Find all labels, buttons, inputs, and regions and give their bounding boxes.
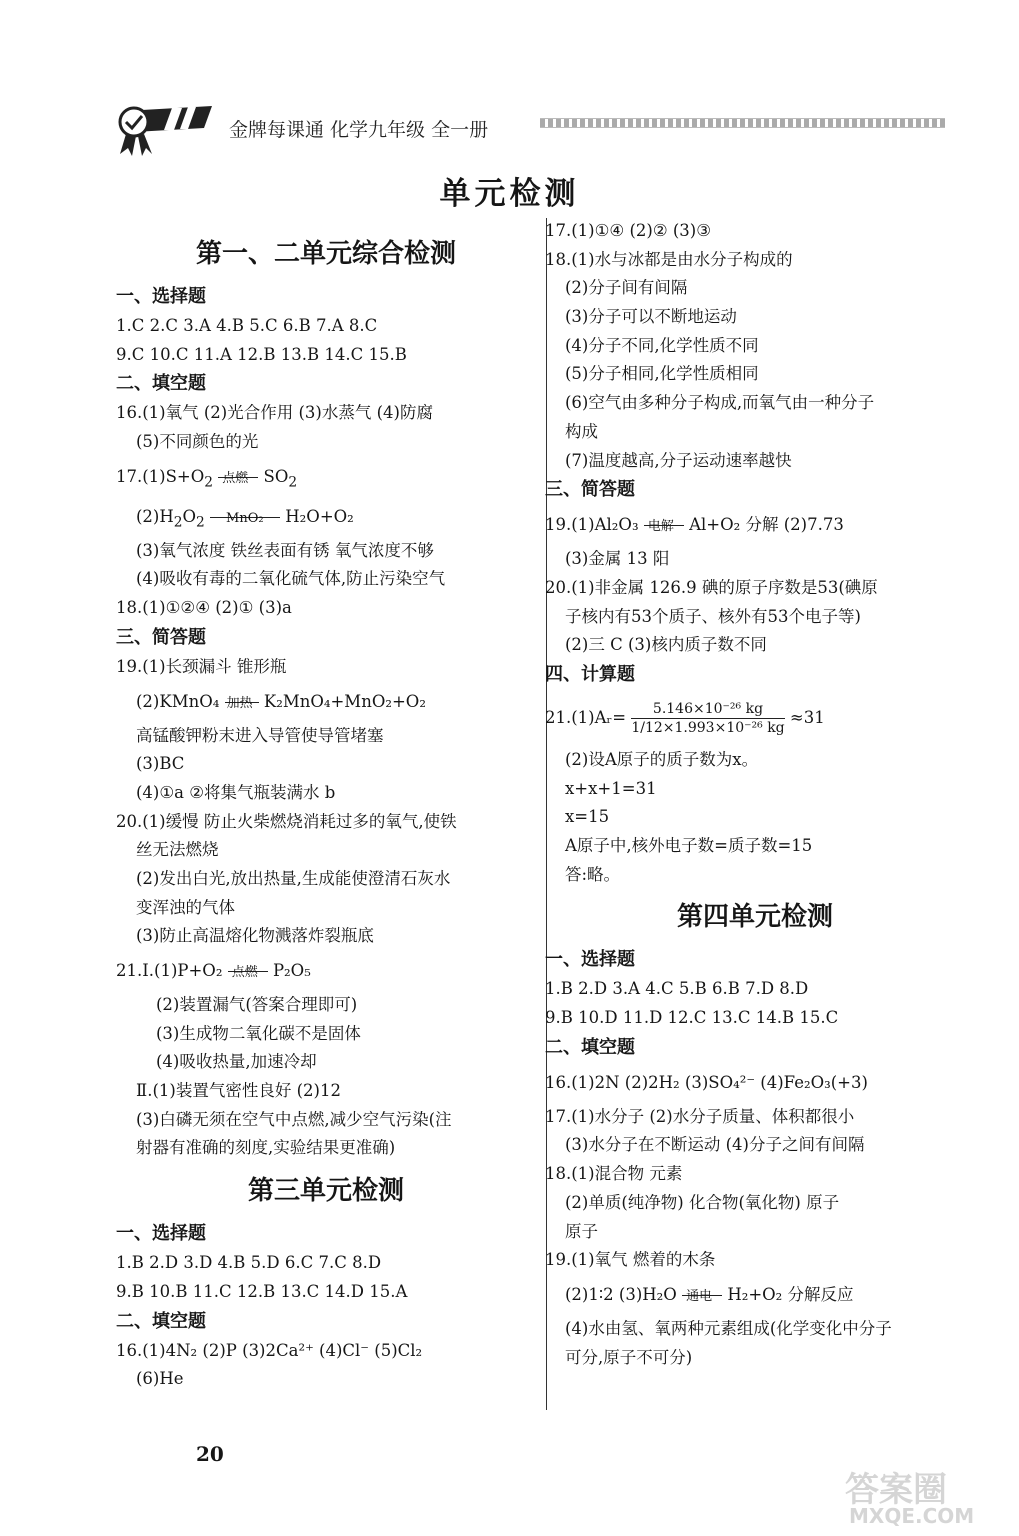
equation-line: [545, 1275, 965, 1315]
answer-line: (6)空气由多种分子构成,而氧气由一种分子: [565, 393, 875, 413]
reaction-arrow: [682, 1288, 722, 1304]
equation-right: H₂+O₂ 分解反应: [727, 1284, 854, 1304]
answer-line: (4)吸收热量,加速冷却: [156, 1052, 317, 1072]
answer-line: (3)生成物二氧化碳不是固体: [156, 1023, 361, 1043]
answer-line: 16.(1)2N (2)2H₂ (3)SO₄²⁻ (4)Fe₂O₃(+3): [545, 1072, 868, 1092]
answer-line: 17.(1)水分子 (2)水分子质量、体积都很小: [545, 1106, 855, 1126]
equation-line: $17.(1)S+O_2$ 点燃 $SO_2$: [116, 457, 536, 497]
answer-line: 丝无法燃烧: [136, 840, 219, 860]
answer-line: (4)吸收有毒的二氧化硫气体,防止污染空气: [136, 569, 446, 589]
equation-left: (2)1∶2 (3)H₂O: [565, 1284, 677, 1304]
unit-title: 第四单元检测: [676, 902, 833, 933]
equation-left: (2)H: [136, 506, 174, 526]
answer-line: 20.(1)缓慢 防止火柴燃烧消耗过多的氧气,使铁: [116, 811, 457, 831]
equation-right: K₂MnO₄+MnO₂+O₂: [263, 691, 426, 711]
answer-line: (2)装置漏气(答案合理即可): [156, 995, 358, 1014]
answer-line: 18.(1)①②④ (2)① (3)a: [116, 598, 292, 618]
formula-left: 21.(1)Aᵣ=: [545, 707, 627, 727]
unit-title: 第一、二单元综合检测: [195, 239, 456, 269]
answer-line: 可分,原子不可分): [565, 1347, 693, 1367]
equation-line: [116, 951, 536, 991]
answer-line: (4)分子不同,化学性质不同: [565, 335, 759, 355]
answer-line: 子核内有53个质子、核外有53个电子等): [565, 606, 861, 626]
reaction-arrow: [644, 519, 684, 535]
reaction-condition: MnO₂: [226, 510, 264, 526]
answer-line: (2)三 C (3)核内质子数不同: [565, 635, 767, 655]
page-header: [112, 100, 952, 160]
answer-line: 9.C 10.C 11.A 12.B 13.B 14.C 15.B: [116, 344, 407, 364]
watermark-url: MXQE.COM: [849, 1504, 975, 1528]
reaction-arrow: [210, 510, 280, 526]
equation-line: [545, 505, 965, 545]
reaction-condition: 点燃: [231, 965, 258, 980]
answer-line: (5)不同颜色的光: [136, 432, 259, 452]
answer-line: 18.(1)水与冰都是由水分子构成的: [545, 249, 793, 269]
answer-line: 20.(1)非金属 126.9 碘的原子序数是53(碘原: [545, 577, 878, 597]
answer-line: A原子中,核外电子数=质子数=15: [565, 836, 813, 855]
answer-line: 17.(1)①④ (2)② (3)③: [545, 221, 712, 240]
answer-line: (3)BC: [136, 754, 185, 774]
fraction-numerator: 5.146×10⁻²⁶ kg: [631, 700, 784, 719]
answer-line: (2)发出白光,放出热量,生成能使澄清石灰水: [136, 868, 451, 888]
answer-line: 1.B 2.D 3.A 4.C 5.B 6.B 7.D 8.D: [545, 979, 809, 999]
watermark-text: 答案圈: [845, 1470, 947, 1510]
watermark-logo: [845, 1460, 1015, 1532]
reaction-condition: 通电: [686, 1288, 713, 1304]
answer-line: 16.(1)氧气 (2)光合作用 (3)水蒸气 (4)防腐: [116, 403, 433, 423]
answer-line: (3)金属 13 阳: [565, 549, 670, 569]
section-heading: 一、选择题: [545, 949, 635, 971]
section-heading: 四、计算题: [545, 663, 635, 685]
fraction: [631, 700, 784, 737]
reaction-condition: 电解: [647, 519, 674, 535]
formula-line: [545, 690, 965, 746]
section-heading: 二、填空题: [116, 373, 206, 395]
reaction-arrow: [228, 965, 268, 980]
answer-line: 19.(1)氧气 燃着的木条: [545, 1250, 716, 1270]
reaction-arrow: [218, 470, 258, 486]
equation-left: 17.(1)S+O: [116, 466, 205, 486]
answer-line: (6)He: [136, 1369, 184, 1389]
equation-right: P₂O₅: [272, 961, 311, 980]
answer-line: (3)氧气浓度 铁丝表面有锈 氧气浓度不够: [136, 540, 434, 560]
medal-badge-icon: [112, 100, 217, 158]
answer-line: (5)分子相同,化学性质相同: [565, 364, 759, 384]
unit-title: 第三单元检测: [247, 1176, 404, 1207]
answer-line: 16.(1)4N₂ (2)P (3)2Ca²⁺ (4)Cl⁻ (5)Cl₂: [116, 1340, 423, 1360]
reaction-arrow: [225, 695, 259, 711]
section-heading: 一、选择题: [116, 286, 206, 307]
page-title: 单元检测: [439, 176, 580, 212]
equation-line: [116, 682, 536, 722]
answer-line: 9.B 10.B 11.C 12.B 13.C 14.D 15.A: [116, 1281, 408, 1301]
answer-line: (2)单质(纯净物) 化合物(氧化物) 原子: [565, 1192, 840, 1212]
answer-line: (2)分子间有间隔: [565, 278, 688, 298]
equation-line: $(2)H_2O_2$ MnO₂ H₂O+O₂: [116, 497, 536, 537]
answer-line: 变浑浊的气体: [136, 897, 235, 917]
answer-line: (4)水由氢、氧两种元素组成(化学变化中分子: [565, 1318, 892, 1338]
header-rule: [540, 118, 945, 128]
answer-line: (3)防止高温熔化物溅落炸裂瓶底: [136, 926, 374, 946]
section-heading: 二、填空题: [545, 1036, 635, 1058]
section-heading: 三、简答题: [545, 479, 635, 501]
answer-line: (7)温度越高,分子运动速率越快: [565, 450, 792, 470]
left-column: [116, 226, 536, 1394]
answer-line: 19.(1)长颈漏斗 锥形瓶: [116, 656, 287, 676]
answer-line: 构成: [565, 421, 598, 441]
answer-line: 原子: [565, 1221, 598, 1241]
section-heading: 二、填空题: [116, 1310, 206, 1332]
section-heading: 一、选择题: [116, 1223, 206, 1245]
equation-left: 19.(1)Al₂O₃: [545, 515, 639, 535]
answer-line: 1.C 2.C 3.A 4.B 5.C 6.B 7.A 8.C: [116, 316, 378, 335]
page-number: 20: [196, 1442, 224, 1466]
section-heading: 三、简答题: [116, 626, 206, 648]
answer-line: Ⅱ.(1)装置气密性良好 (2)12: [136, 1081, 341, 1101]
fraction-denominator: 1/12×1.993×10⁻²⁶ kg: [631, 719, 785, 736]
answer-line: 1.B 2.D 3.D 4.B 5.D 6.C 7.C 8.D: [116, 1253, 382, 1273]
answer-line: (4)①a ②将集气瓶装满水 b: [136, 782, 336, 802]
answer-line: 高锰酸钾粉末进入导管使导管堵塞: [136, 725, 384, 745]
answer-line: 答:略。: [565, 864, 621, 884]
formula-right: ≈31: [789, 707, 825, 727]
answer-line: x=15: [565, 807, 610, 827]
answer-line: 18.(1)混合物 元素: [545, 1164, 683, 1184]
reaction-condition: 加热: [226, 695, 253, 711]
answer-line: (3)白磷无须在空气中点燃,减少空气污染(注: [136, 1109, 452, 1129]
reaction-condition: 点燃: [222, 470, 249, 486]
equation-right: H₂O+O₂: [285, 506, 354, 526]
equation-right: SO: [263, 466, 289, 486]
answer-line: (3)分子可以不断地运动: [565, 307, 737, 327]
equation-left: (2)KMnO₄: [136, 691, 220, 711]
right-column: [545, 217, 965, 1372]
answer-line: 9.B 10.D 11.D 12.C 13.C 14.B 15.C: [545, 1008, 839, 1028]
answer-line: x+x+1=31: [565, 778, 657, 798]
book-title: 金牌每课通 化学九年级 全一册: [229, 119, 489, 141]
equation-left: 21.Ⅰ.(1)P+O₂: [116, 961, 223, 980]
answer-line: (3)水分子在不断运动 (4)分子之间有间隔: [565, 1135, 865, 1155]
answer-line: (2)设A原子的质子数为x。: [565, 749, 759, 769]
equation-right: Al+O₂ 分解 (2)7.73: [689, 515, 844, 535]
answer-line: 射器有准确的刻度,实验结果更准确): [136, 1138, 396, 1158]
